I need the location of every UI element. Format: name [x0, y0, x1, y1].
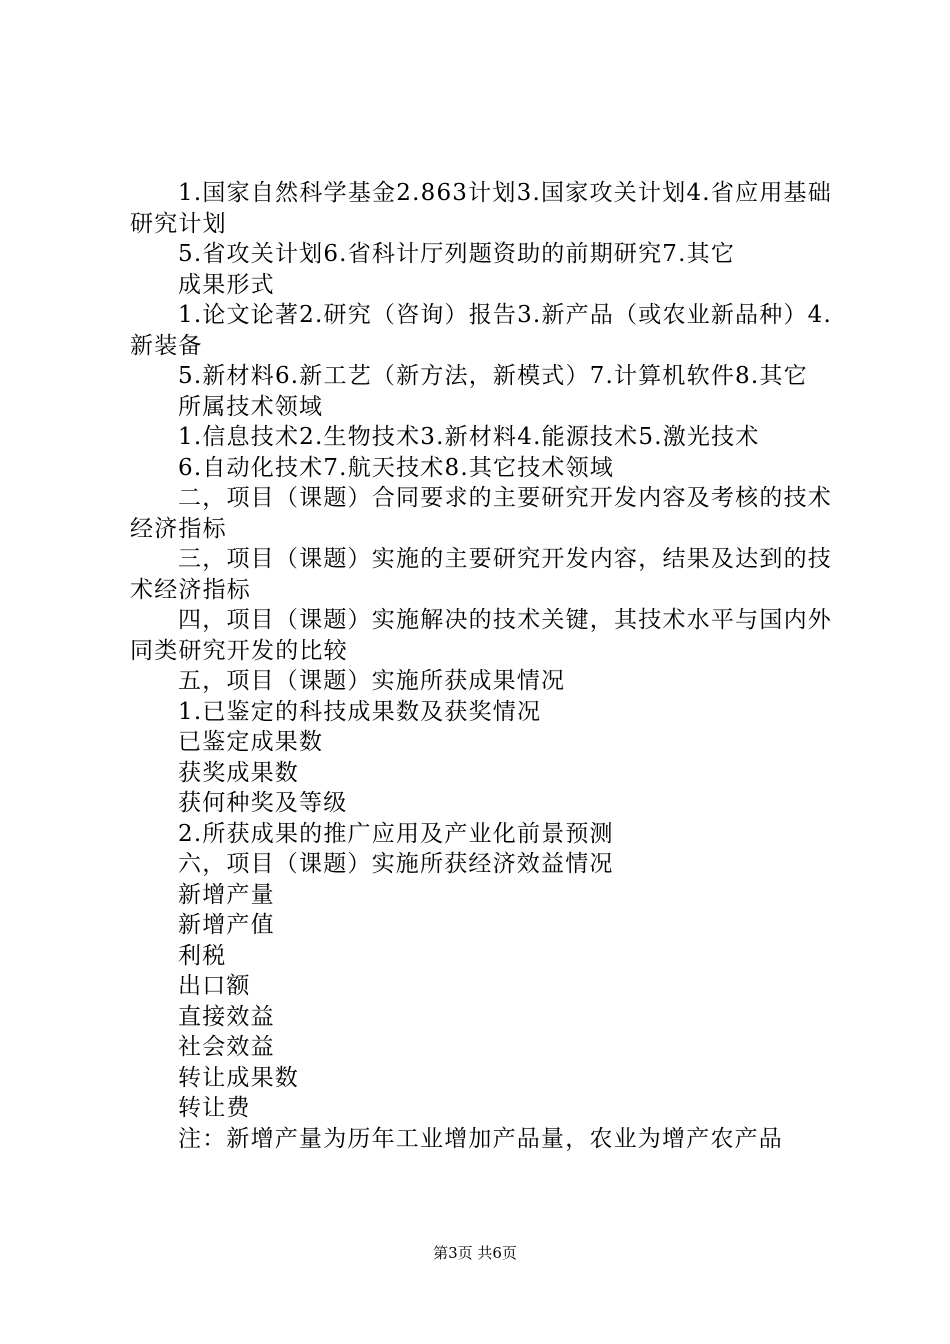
field-new-output: 新增产量: [178, 881, 275, 908]
note-paragraph: 注：新增产量为历年工业增加产品量，农业为增产农产品: [178, 1125, 783, 1152]
field-awarded-count: 获奖成果数: [178, 759, 299, 786]
field-profit-tax: 利税: [178, 942, 227, 969]
paragraph-funding-sources-cont: 5.省攻关计划6.省科计厅列题资助的前期研究7.其它: [178, 241, 736, 267]
subsection-appraised-results: 1.已鉴定的科技成果数及获奖情况: [178, 698, 542, 725]
paragraph-technical-fields-cont: 6.自动化技术7.航天技术8.其它技术领域: [178, 454, 615, 481]
paragraph-result-forms-cont: 5.新材料6.新工艺（新方法，新模式）7.计算机软件8.其它: [178, 363, 808, 389]
document-body: [130, 178, 832, 1154]
section-four-heading: 四，项目（课题）实施解决的技术关键，其技术水平与国内外同类研究开发的比较: [130, 607, 832, 664]
section-two-heading: 二，项目（课题）合同要求的主要研究开发内容及考核的技术经济指标: [130, 485, 832, 542]
paragraph-technical-fields: 1.信息技术2.生物技术3.新材料4.能源技术5.激光技术: [178, 424, 760, 450]
page-number-footer: 第3页 共6页: [433, 1244, 517, 1262]
field-transferred-results: 转让成果数: [178, 1064, 299, 1091]
heading-result-form: 成果形式: [178, 271, 275, 298]
heading-technical-field: 所属技术领域: [178, 393, 324, 420]
section-three-heading: 三，项目（课题）实施的主要研究开发内容，结果及达到的技术经济指标: [130, 546, 832, 603]
field-transfer-fee: 转让费: [178, 1095, 251, 1121]
field-social-benefit: 社会效益: [178, 1034, 275, 1060]
field-award-type-level: 获何种奖及等级: [178, 790, 348, 816]
field-appraised-count: 已鉴定成果数: [178, 729, 324, 755]
section-six-heading: 六，项目（课题）实施所获经济效益情况: [178, 851, 614, 877]
field-new-value: 新增产值: [178, 912, 275, 938]
field-export-amount: 出口额: [178, 973, 251, 999]
section-five-heading: 五，项目（课题）实施所获成果情况: [178, 668, 566, 694]
subsection-promotion-prospects: 2.所获成果的推广应用及产业化前景预测: [178, 820, 614, 847]
field-direct-benefit: 直接效益: [178, 1003, 275, 1030]
paragraph-funding-sources: 1.国家自然科学基金2.863计划3.国家攻关计划4.省应用基础研究计划: [130, 180, 832, 237]
paragraph-result-forms: 1.论文论著2.研究（咨询）报告3.新产品（或农业新品种）4.新装备: [130, 302, 832, 359]
